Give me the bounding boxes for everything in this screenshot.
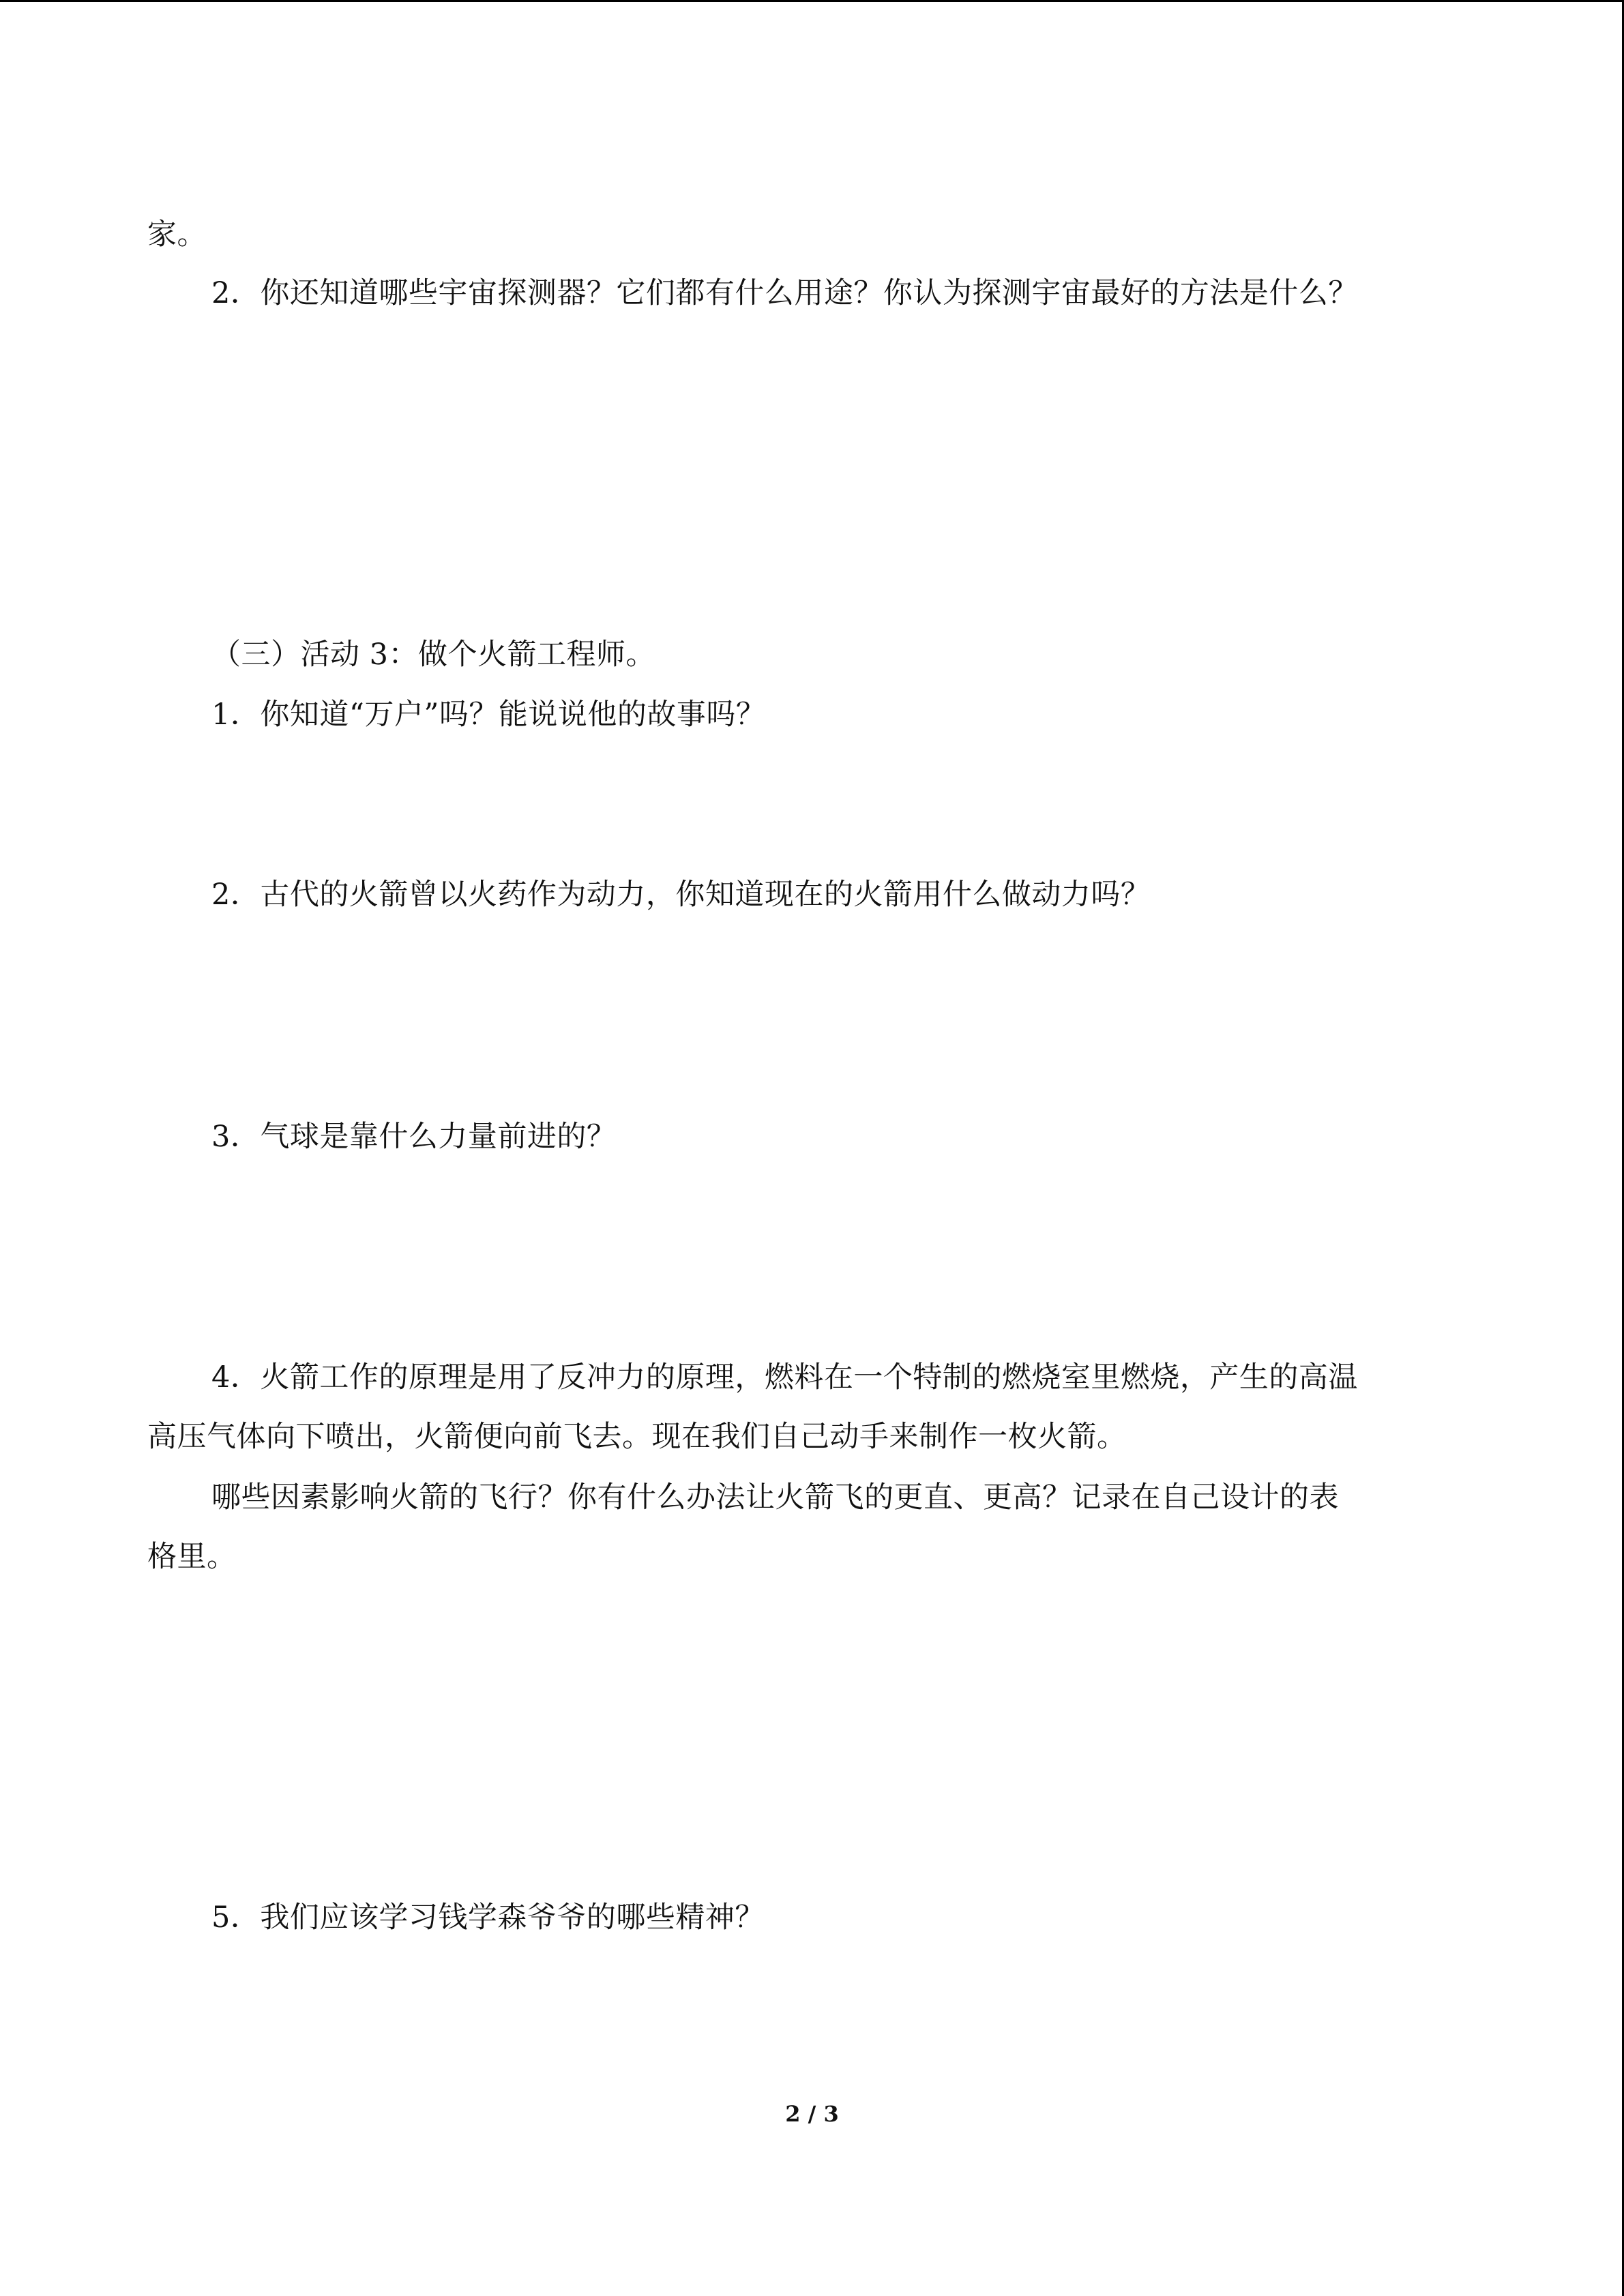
question-text: 1．你知道“万户”吗？能说说他的故事吗？ xyxy=(211,698,766,732)
paragraph-text: 高压气体向下喷出，火箭便向前飞去。现在我们自己动手来制作一枚火箭。 xyxy=(147,1420,1127,1454)
question-text: 2．你还知道哪些宇宙探测器？它们都有什么用途？你认为探测宇宙最好的方法是什么？ xyxy=(211,276,1358,310)
page-top-border xyxy=(0,0,1624,2)
paragraph-text: 格里。 xyxy=(147,1540,237,1574)
paragraph-text: 哪些因素影响火箭的飞行？你有什么办法让火箭飞的更直、更高？记录在自己设计的表 xyxy=(211,1480,1339,1515)
page-number: 2 / 3 xyxy=(785,2101,839,2127)
paragraph-text: 4．火箭工作的原理是用了反冲力的原理，燃料在一个特制的燃烧室里燃烧，产生的高温 xyxy=(211,1360,1358,1395)
section-heading: （三）活动 3：做个火箭工程师。 xyxy=(211,638,656,672)
question-text: 2．古代的火箭曾以火药作为动力，你知道现在的火箭用什么做动力吗？ xyxy=(211,878,1151,912)
question-text: 5．我们应该学习钱学森爷爷的哪些精神？ xyxy=(211,1900,765,1935)
text-line: 家。 xyxy=(147,218,207,252)
question-text: 3．气球是靠什么力量前进的？ xyxy=(211,1120,617,1154)
